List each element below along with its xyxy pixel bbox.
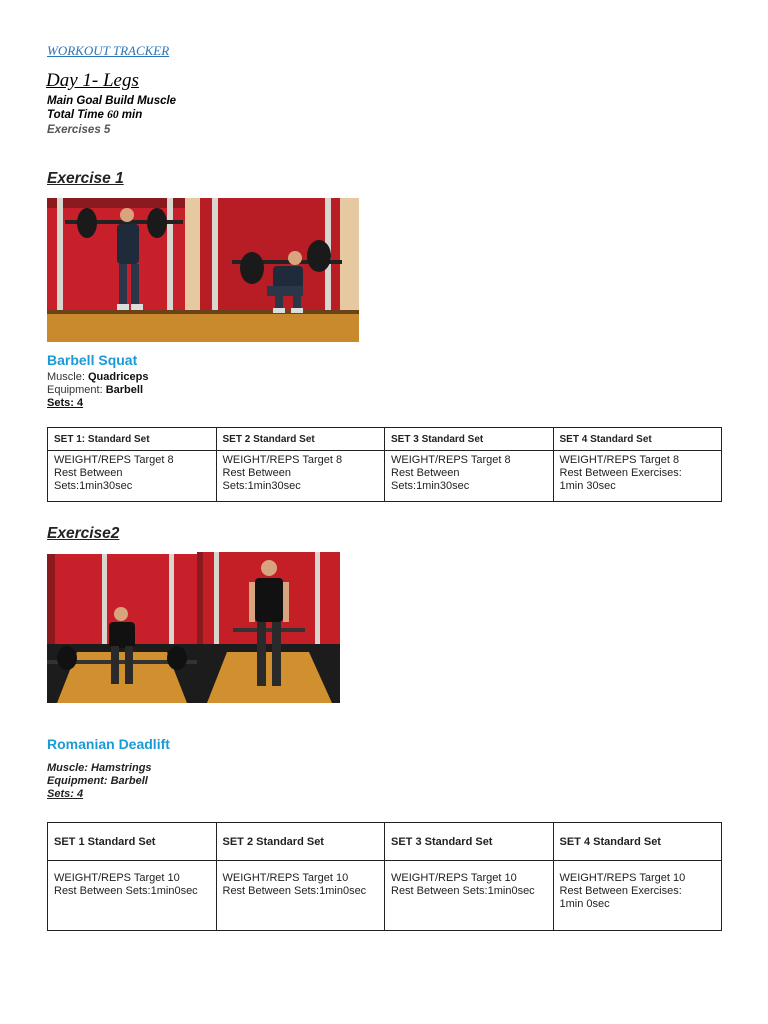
- table-cell: [48, 451, 217, 502]
- muscle-label: Muscle:: [47, 762, 88, 774]
- table-cell: [48, 861, 217, 931]
- table-header-cell: SET 2 Standard Set: [216, 823, 385, 861]
- table-row: [48, 861, 722, 931]
- exercise-1-sets: Sets: 4: [47, 397, 84, 409]
- table-header-cell: SET 3 Standard Set: [385, 428, 554, 451]
- main-goal-label: Main Goal: [47, 95, 102, 107]
- table-cell: [216, 861, 385, 931]
- barbell-squat-photo: [47, 198, 359, 342]
- exercise-2-details: [47, 762, 152, 801]
- muscle-label: Muscle:: [47, 371, 85, 383]
- cell-line: Sets:1min30sec: [222, 480, 301, 492]
- table-cell: [553, 451, 722, 502]
- equipment-label: Equipment:: [47, 775, 108, 787]
- cell-line: WEIGHT/REPS Target 10: [222, 872, 349, 884]
- cell-line: WEIGHT/REPS Target 8: [222, 454, 343, 466]
- exercise-2-sets-table: [47, 822, 722, 931]
- tracker-title[interactable]: WORKOUT TRACKER: [47, 43, 170, 58]
- main-goal: [47, 95, 176, 107]
- exercise-count-label: Exercises: [47, 124, 101, 136]
- table-header-cell: SET 2 Standard Set: [216, 428, 385, 451]
- cell-line: 1min 30sec: [559, 480, 616, 492]
- cell-line: Rest Between Exercises:: [559, 885, 682, 897]
- exercise-1-sets-table: [47, 427, 722, 502]
- cell-line: Sets:1min30sec: [391, 480, 470, 492]
- exercise-2-sets: Sets: 4: [47, 788, 84, 800]
- cell-line: WEIGHT/REPS Target 10: [559, 872, 686, 884]
- exercise-2-heading: Exercise2: [47, 525, 120, 542]
- exercise-1-equipment: [47, 384, 149, 397]
- day-title: Day 1- Legs: [46, 70, 139, 91]
- cell-line: WEIGHT/REPS Target 10: [54, 872, 180, 884]
- cell-line: 1min 0sec: [559, 898, 610, 910]
- muscle-value: Hamstrings: [91, 762, 152, 774]
- total-time-label: Total Time: [47, 109, 104, 121]
- table-cell: [216, 451, 385, 502]
- main-goal-value: Build Muscle: [105, 95, 177, 107]
- exercise-2-name: Romanian Deadlift: [47, 736, 170, 752]
- cell-line: Rest Between: [391, 467, 460, 479]
- equipment-value: Barbell: [105, 384, 144, 396]
- equipment-label: Equipment:: [47, 384, 103, 396]
- exercise-1-heading: Exercise 1: [47, 170, 124, 187]
- table-header-cell: SET 4 Standard Set: [553, 823, 722, 861]
- cell-line: WEIGHT/REPS Target 8: [559, 454, 680, 466]
- equipment-value: Barbell: [110, 775, 148, 787]
- exercise-2-muscle: [47, 762, 152, 775]
- exercise-count-value: 5: [103, 124, 111, 136]
- cell-line: Rest Between: [54, 467, 123, 479]
- exercise-1-details: [47, 371, 149, 410]
- table-header-cell: SET 1: Standard Set: [48, 428, 217, 451]
- exercise-count: [47, 124, 110, 136]
- cell-line: Rest Between Sets:1min0sec: [222, 885, 367, 897]
- cell-line: Sets:1min30sec: [54, 480, 133, 492]
- exercise-1-name: Barbell Squat: [47, 352, 138, 368]
- table-header-cell: SET 1 Standard Set: [48, 823, 217, 861]
- romanian-deadlift-photo: [47, 552, 340, 703]
- cell-line: Rest Between Exercises:: [559, 467, 682, 479]
- table-header-cell: SET 3 Standard Set: [385, 823, 554, 861]
- exercise-1-muscle: [47, 371, 149, 384]
- cell-line: WEIGHT/REPS Target 8: [54, 454, 174, 466]
- total-time-unit: min: [121, 109, 143, 121]
- table-header-cell: SET 4 Standard Set: [553, 428, 722, 451]
- table-header-row: [48, 428, 722, 451]
- total-time-value: 60: [107, 109, 119, 121]
- cell-line: Rest Between: [222, 467, 291, 479]
- cell-line: Rest Between Sets:1min0sec: [391, 885, 535, 897]
- table-header-row: [48, 823, 722, 861]
- table-cell: [553, 861, 722, 931]
- table-cell: [385, 451, 554, 502]
- cell-line: WEIGHT/REPS Target 10: [391, 872, 517, 884]
- table-row: [48, 451, 722, 502]
- muscle-value: Quadriceps: [87, 371, 149, 383]
- cell-line: Rest Between Sets:1min0sec: [54, 885, 198, 897]
- table-cell: [385, 861, 554, 931]
- exercise-2-equipment: [47, 775, 152, 788]
- total-time: [47, 109, 142, 121]
- cell-line: WEIGHT/REPS Target 8: [391, 454, 511, 466]
